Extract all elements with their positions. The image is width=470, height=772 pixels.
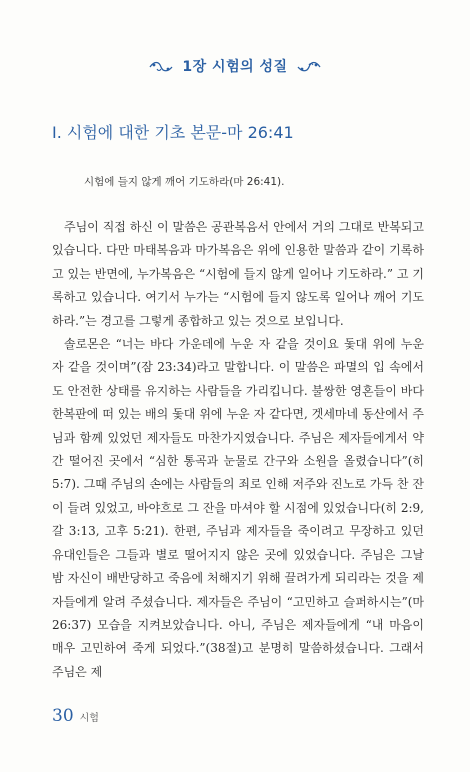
page-number: 30 xyxy=(52,706,74,726)
running-title: 시험 xyxy=(79,713,99,724)
floral-ornament-icon xyxy=(296,59,322,73)
floral-ornament-icon xyxy=(148,59,174,73)
epigraph: 시험에 들지 않게 깨어 기도하라(마 26:41). xyxy=(84,176,285,188)
chapter-header xyxy=(0,56,470,76)
page-footer xyxy=(52,706,99,726)
paragraph: 주님이 직접 하신 이 말씀은 공관복음서 안에서 거의 그대로 반복되고 있습니다. 다만 마태복음과 마가복음은 위에 인용한 말씀과 같이 기록하고 있는 반면에, 누가복음은 “시험에 들지 않게 일어나 기도하라.” 고 기록하고 있습니다. 여기서 누가는 “시험에 들지 않도록 일어나 깨어 기도하라.”는 경고를 그렇게 종합하고 있는 것으로 보입니다. xyxy=(52,220,424,328)
section-title: I. 시험에 대한 기초 본문-마 26:41 xyxy=(52,123,294,142)
chapter-title: 1장 시험의 성질 xyxy=(182,59,288,75)
body-text xyxy=(52,216,424,684)
paragraph: 솔로몬은 “너는 바다 가운데에 누운 자 같을 것이요 돛대 위에 누운 자 같을 것이며”(잠 23:34)라고 말합니다. 이 말씀은 파멸의 입 속에서도 안전한 상태를 유지하는 사람들을 가리킵니다. 불쌍한 영혼들이 바다 한복판에 떠 있는 배의 돛대 위에 누운 자 같다면, 겟세마네 동산에서 주님과 함께 있었던 제자들도 마찬가지였습니다. 주님은 제자들에게서 약간 떨어진 곳에서 “심한 통곡과 눈물로 간구와 소원을 올렸습니다”(히 5:7). 그때 주님의 손에는 사람들의 죄로 인해 저주와 진노로 가득 찬 잔이 들려 있었고, 바야흐로 그 잔을 마셔야 할 시점에 있었습니다(히 2:9, 갈 3:13, 고후 5:21). 한편, 주님과 제자들을 죽이려고 무장하고 있던 유대인들은 그들과 별로 떨어지지 않은 곳에 있었습니다. 주님은 그날 밤 자신이 배반당하고 죽음에 처해지기 위해 끌려가게 되리라는 것을 제자들에게 알려 주셨습니다. 제자들은 주님이 “고민하고 슬퍼하시는”(마 26:37) 모습을 지켜보았습니다. 아니, 주님은 제자들에게 “내 마음이 매우 고민하여 죽게 되었다.”(38절)고 분명히 말씀하셨습니다. 그래서 주님은 제 xyxy=(52,337,424,679)
